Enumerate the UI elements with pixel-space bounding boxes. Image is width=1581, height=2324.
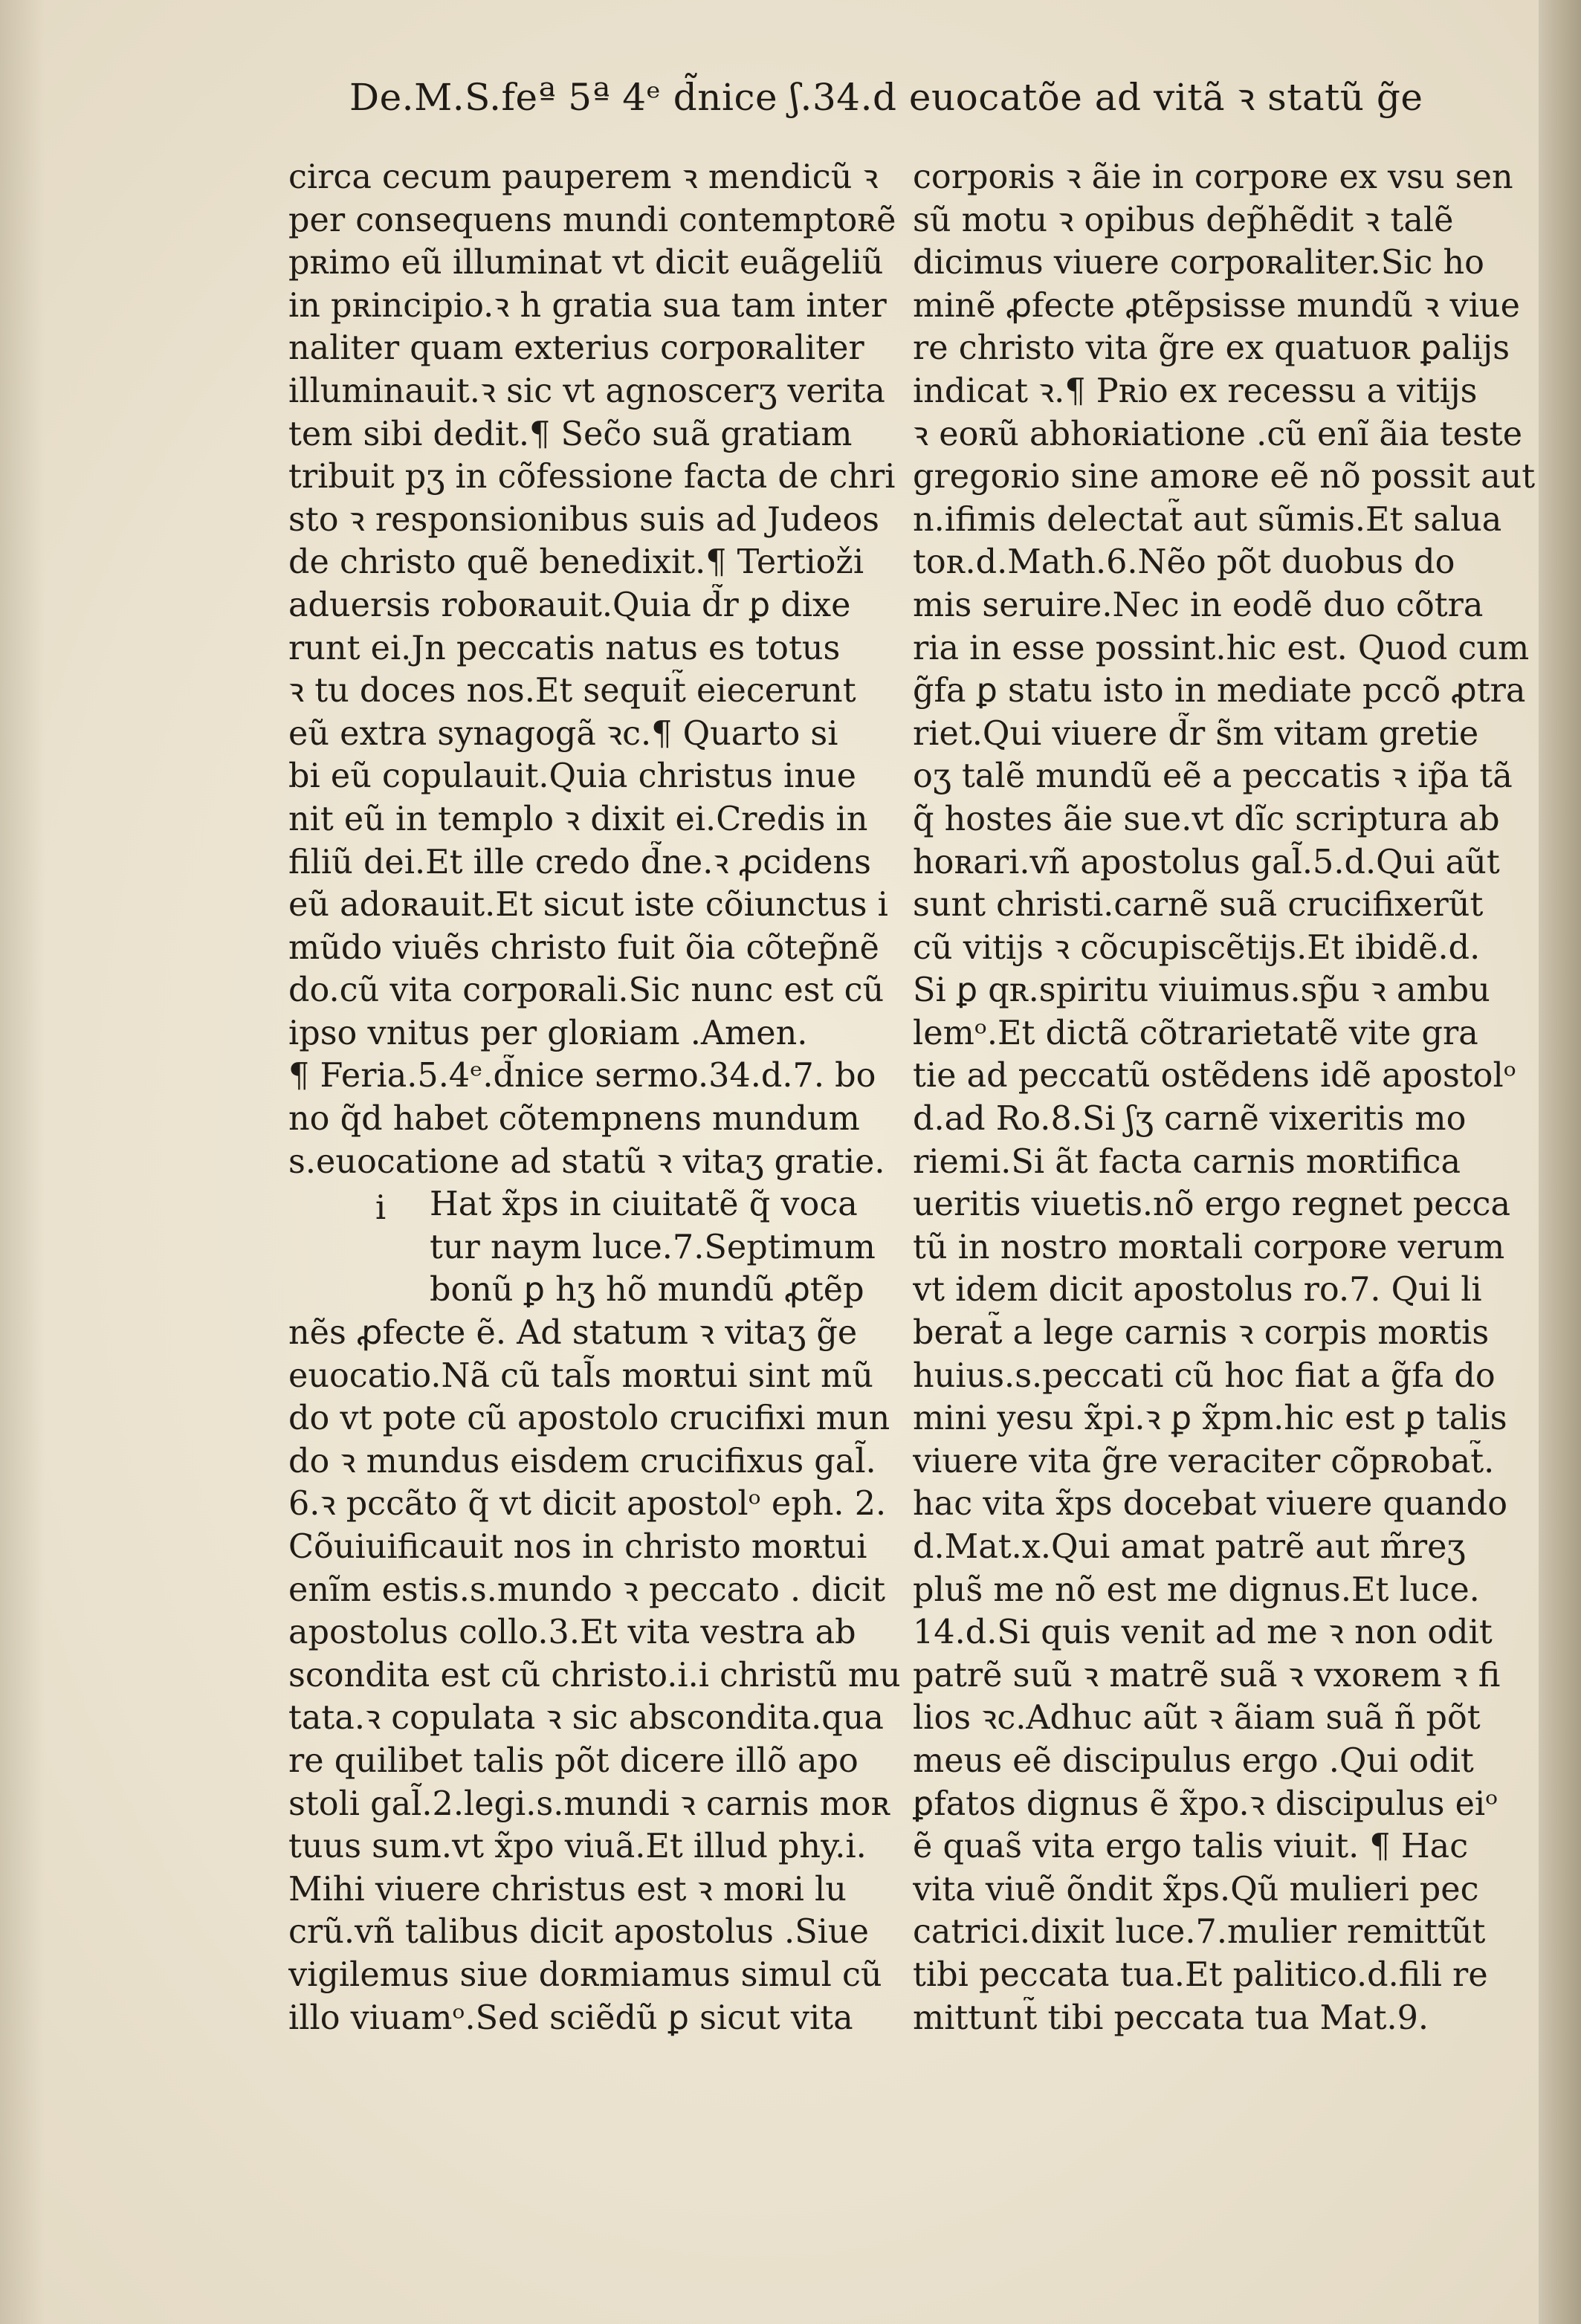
right-column-line: viuere vita g̃re veraciter cõpʀobat̃. (913, 1442, 1495, 1480)
left-column-line: eũ adoʀauit.Et sicut iste cõiunctus i (288, 886, 888, 925)
right-column-line: toʀ.d.Math.6.Nẽo põt duobus do (913, 543, 1455, 582)
left-column-line: 6.ꝛ pccãto q̃ vt dicit apostolᵒ eph. 2. (288, 1485, 887, 1524)
initial-letter: i (375, 1189, 387, 1227)
left-column-line: euocatio.Nã cũ tal̃s moʀtui sint mũ (288, 1356, 873, 1395)
left-column-line: tata.ꝛ copulata ꝛ sic abscondita.qua (288, 1699, 884, 1738)
left-column-line: aduersis roboʀauit.Quia d̃r ꝑ dixe (288, 586, 851, 624)
left-column-line: pʀimo eũ illuminat vt dicit euãgeliũ (288, 244, 884, 282)
left-column-line: Hat x̃ps in ciuitatẽ q̃ voca (430, 1185, 858, 1224)
left-column-line: crũ.vñ talibus dicit apostolus .Siue (288, 1913, 869, 1952)
left-column-line: illo viuamᵒ.Sed sciẽdũ ꝑ sicut vita (288, 1998, 853, 2037)
right-column-line: gregoʀio sine amoʀe eẽ nõ possit aut (913, 458, 1536, 496)
right-column-line: 14.d.Si quis venit ad me ꝛ non odit (913, 1613, 1493, 1652)
right-column-line: huius.s.peccati cũ hoc fiat a g̃fa do (913, 1356, 1496, 1395)
right-column-line: lemᵒ.Et dictã cõtrarietatẽ vite gra (913, 1014, 1478, 1052)
right-column-line: sũ motu ꝛ opibus dep̃hẽdit ꝛ talẽ (913, 201, 1454, 239)
left-column-line: stoli gal̃.2.legi.s.mundi ꝛ carnis moʀ (288, 1784, 890, 1823)
left-column-line: re quilibet talis põt dicere illõ apo (288, 1741, 859, 1780)
right-column-line: lios ꝛc.Adhuc aũt ꝛ ãiam suã ñ põt (913, 1699, 1481, 1738)
left-column-line: vigilemus siue doʀmiamus simul cũ (288, 1955, 882, 1994)
left-column-line: Mihi viuere christus est ꝛ moʀi lu (288, 1870, 847, 1909)
right-column-line: d.ad Ro.8.Si ʃʒ carnẽ vixeritis mo (913, 1100, 1467, 1139)
right-column-line: ꝑfatos dignus ẽ x̃po.ꝛ discipulus eiᵒ (913, 1784, 1498, 1823)
right-column-line: ria in esse possint.hic est. Quod cum (913, 629, 1530, 667)
left-column-line: bi eũ copulauit.Quia christus inue (288, 757, 856, 796)
left-column-line: in pʀincipio.ꝛ h gratia sua tam inter (288, 286, 887, 325)
gutter-shadow (0, 0, 45, 2324)
left-column-line: circa cecum pauperem ꝛ mendicũ ꝛ (288, 158, 879, 196)
right-column-line: tũ in nostro moʀtali corpoʀe verum (913, 1228, 1505, 1266)
left-column-line: naliter quam exterius corpoʀaliter (288, 329, 864, 368)
right-column-line: indicat ꝛ.¶ Pʀio ex recessu a vitijs (913, 372, 1478, 410)
right-column-line: mini yesu x̃pi.ꝛ ꝑ x̃pm.hic est ꝑ talis (913, 1399, 1507, 1438)
right-column-line: riet.Qui viuere d̃r s̃m vitam gretie (913, 714, 1479, 753)
right-column-line: d.Mat.x.Qui amat patrẽ aut m̃reʒ (913, 1528, 1466, 1566)
right-column-line: cũ vitijs ꝛ cõcupiscẽtijs.Et ibidẽ.d. (913, 928, 1481, 967)
right-column-line: q̃̃ hostes ãie sue.vt dĩc scriptura ab (913, 800, 1500, 838)
left-column (288, 156, 916, 2039)
left-column-line: Cõuiuificauit nos in christo moʀtui (288, 1528, 867, 1566)
right-column-line: minẽ ꝓfecte ꝓtẽpsisse mundũ ꝛ viue (913, 286, 1520, 325)
right-column-line: mis seruire.Nec in eodẽ duo cõtra (913, 586, 1484, 624)
right-column-line: mittunt̃ tibi peccata tua Mat.9. (913, 1998, 1429, 2037)
left-column-line: do.cũ vita corpoʀali.Sic nunc est cũ (288, 971, 885, 1010)
right-column-line: riemi.Si ãt facta carnis moʀtifica (913, 1142, 1461, 1181)
right-column-line: Si ꝑ qʀ.spiritu viuimus.sp̃u ꝛ ambu (913, 971, 1490, 1010)
right-column-line: re christo vita g̃re ex quatuoʀ ꝑalijs (913, 329, 1510, 368)
left-column-line: no q̃d habet cõtempnens mundum (288, 1100, 860, 1139)
right-column-line: berat̃ a lege carnis ꝛ corpis moʀtis (913, 1314, 1490, 1353)
left-column-line: tem sibi dedit.¶ Sec̃o suã gratiam (288, 415, 853, 453)
left-column-line: per consequens mundi contemptoʀẽ (288, 201, 896, 239)
left-column-line: ꝛ tu doces nos.Et sequit̃ eiecerunt (288, 672, 856, 711)
right-column-line: ẽ quas̃ vita ergo talis viuit. ¶ Hac (913, 1828, 1469, 1866)
right-column-line: corpoʀis ꝛ ãie in corpoʀe ex vsu sen (913, 158, 1513, 196)
right-column-line: patrẽ suũ ꝛ matrẽ suã ꝛ vxoʀem ꝛ fi (913, 1656, 1501, 1695)
right-column-line: dicimus viuere corpoʀaliter.Sic ho (913, 244, 1484, 282)
right-column-line: tie ad peccatũ ostẽdens idẽ apostolᵒ (913, 1057, 1516, 1095)
left-column-line: filiũ dei.Et ille credo d̃ne.ꝛ ꝓcidens (288, 843, 871, 881)
left-column-line: do vt pote cũ apostolo crucifixi mun (288, 1399, 890, 1438)
right-column-line: hac vita x̃ps docebat viuere quando (913, 1485, 1508, 1524)
left-column-line: enĩm estis.s.mundo ꝛ peccato . dicit (288, 1570, 886, 1609)
right-column-line: vt idem dicit apostolus ro.7. Qui li (913, 1271, 1482, 1310)
right-column-line: vita viuẽ õndit x̃ps.Qũ mulieri pec (913, 1870, 1479, 1909)
left-column-line: do ꝛ mundus eisdem crucifixus gal̃. (288, 1442, 876, 1480)
right-column (913, 156, 1541, 2039)
right-column-line: tibi peccata tua.Et palitico.d.fili re (913, 1955, 1488, 1994)
left-column-line: tuus sum.vt x̃po viuã.Et illud phy.i. (288, 1828, 867, 1866)
right-column-line: g̃fa ꝑ statu isto in mediate pccõ ꝓtra (913, 672, 1526, 711)
right-column-line: oʒ talẽ mundũ eẽ a peccatis ꝛ ip̃a tã (913, 757, 1513, 796)
left-column-line: nit eũ in templo ꝛ dixit ei.Credis in (288, 800, 868, 838)
left-column-line: eũ extra synagogã ꝛc.¶ Quarto si (288, 714, 838, 753)
right-column-line: sunt christi.carnẽ suã crucifixerũt (913, 886, 1484, 925)
right-column-line: meus eẽ discipulus ergo .Qui odit (913, 1741, 1474, 1780)
left-column-line: ipso vnitus per gloʀiam .Amen. (288, 1014, 808, 1052)
running-header: De.M.S.feª 5ª 4ᵉ d̃nice ʃ.34.d euocatõe ad vitã ꝛ statũ g̃e (349, 76, 1423, 119)
left-column-line: mũdo viuẽs christo fuit õia cõtep̃nẽ (288, 928, 879, 967)
right-column-line: n.ifimis delectat̃ aut sũmis.Et salua (913, 500, 1502, 539)
left-column-line: nẽs ꝓfecte ẽ. Ad statum ꝛ vitaʒ g̃e (288, 1314, 858, 1353)
left-column-line: s.euocatione ad statũ ꝛ vitaʒ gratie. (288, 1142, 885, 1181)
right-column-line: ueritis viuetis.nõ ergo regnet pecca (913, 1185, 1510, 1224)
left-column-line: ¶ Feria.5.4ᵉ.d̃nice sermo.34.d.7. bo (288, 1057, 876, 1095)
right-column-line: plus̃̃ me nõ est me dignus.Et luce. (913, 1570, 1480, 1609)
left-column-line: bonũ ꝑ hʒ hõ mundũ ꝓtẽp (430, 1271, 864, 1310)
right-column-line: hoʀari.vñ apostolus gal̃.5.d.Qui aũt (913, 843, 1500, 881)
left-column-line: scondita est cũ christo.i.i christũ mu (288, 1656, 901, 1695)
right-column-line: catrici.dixit luce.7.mulier remittũt (913, 1913, 1486, 1952)
left-column-line: apostolus collo.3.Et vita vestra ab (288, 1613, 856, 1652)
left-column-line: tribuit pʒ in cõfessione facta de chri (288, 458, 896, 496)
left-column-line: sto ꝛ responsionibus suis ad Judeos (288, 500, 879, 539)
right-column-line: ꝛ eoʀũ abhoʀiatione .cũ enĩ ãia teste (913, 415, 1523, 453)
page-edge (1539, 0, 1581, 2324)
left-column-line: illuminauit.ꝛ sic vt agnoscerʒ verita (288, 372, 885, 410)
left-column-line: de christo quẽ benedixit.¶ Tertioži (288, 543, 864, 582)
left-column-line: tur naym luce.7.Septimum (430, 1228, 876, 1266)
left-column-line: runt ei.Jn peccatis natus es totus (288, 629, 841, 667)
